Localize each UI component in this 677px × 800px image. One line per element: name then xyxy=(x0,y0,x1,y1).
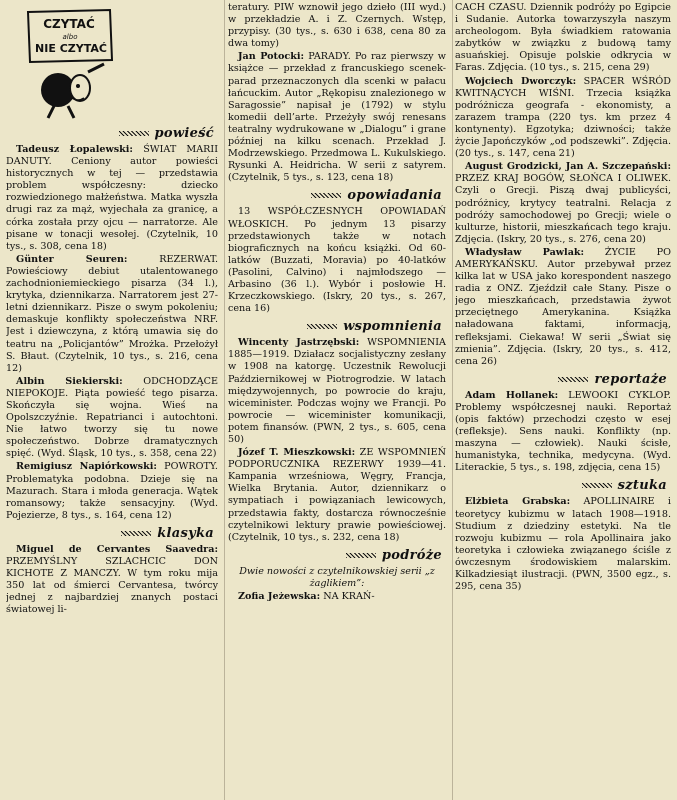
column-middle xyxy=(228,2,446,798)
review-potocki: Jan Potocki: PARADY. Po raz pierwszy w książce — przekład z francuskiego scenek-parad przeznaczonych dla scenki w pałacu łańcuckim. Autor „Rękopisu znalezionego w Saragossie” napisał je (1792) w stylu komedii dell’arte. Przeżyły swój renesans teatralny wydrukowane w „Dialogu” i grane później na kilku scenach. Przekład J. Modrzewskiego. Przedmowa L. Kukulskiego. Rysunki A. Heidricha. W serii z satyrem. (Czytelnik, 5 tys., s. 123, cena 18) xyxy=(228,51,446,184)
section-header-klasyka: klasyka xyxy=(6,526,214,542)
section-header-sztuka: sztuka xyxy=(455,478,667,494)
review-jezewska: Zofia Jeżewska: NA KRAŃ- xyxy=(238,591,375,603)
review-napiorkowski: Remigiusz Napiórkowski: POWROTY. Problematyka podobna. Dzieje się na Mazurach. Stara i młoda generacja. Wątek romansowy; także sensacyjny. (Wyd. Pojezierze, 8 tys., s. 164, cena 12) xyxy=(6,461,218,521)
column-right xyxy=(455,2,671,798)
review-jastrzebski: Wincenty Jastrzębski: WSPOMNIENIA 1885—1919. Działacz socjalistyczny zesłany w 1908 na katorgę. Uczestnik Rewolucji Październikowej w Piotrogrodzie. W latach międzywojennych, po powrocie do kraju, wiceminister. Podczas wojny we Francji. Po powrocie — wiceminister komunikacji, potem finansów. (PWN, 2 tys., s. 605, cena 50) xyxy=(228,337,446,445)
column-divider xyxy=(452,0,453,800)
svg-text:NIE CZYTAĆ: NIE CZYTAĆ xyxy=(35,42,107,55)
review-hollanek: Adam Hollanek: LEWOOKI CYKLOP. Problemy współczesnej nauki. Reportaż (opis faktów) przechodzi często w esej (refleksje). Sens nauki. Konflikty (np. maszyna — człowiek). Nauki ścisłe, humanistyka, technika, medycyna. (Wyd. Literackie, 5 tys., s. 198, zdjęcia, cena 15) xyxy=(455,389,671,474)
review-seuren: Günter Seuren: REZERWAT. Powieściowy debiut utalentowanego zachodnioniemieckiego pisarza (34 l.), krytyka, dziennikarza. Narratorem jest 27-letni dziennikarz. Pisze o swym pokoleniu; demaskuje konflikty społeczeństwa NRF. Jest i dziewczyna, z którą umawia się do teatru na „Policjantów” Mrożka. Przełożył S. Błaut. (Czytelnik, 10 tys., s. 216, cena 12) xyxy=(6,253,218,374)
section-header-podroze: podróże xyxy=(228,548,442,564)
review-dworczyk: Wojciech Dworczyk: SPACER WŚRÓD KWITNĄCYCH WIŚNI. Trzecia książka podróżnicza geografa - ekonomisty, a zarazem trampa (220 tys. km przez 4 kontynenty). Egzotyka; dziwności; także życie Japończyków „od podszewki”. Zdjęcia. (20 tys., s. 147, cena 21) xyxy=(455,75,671,160)
review-mieszkowski: Józef T. Mieszkowski: ZE WSPOMNIEŃ PODPORUCZNIKA REZERWY 1939—41. Kampania wrześniowa, Węgry, Francja, Wielka Brytania. Autor, dziennikarz o sympatiach i powiązaniach lewicowych, przedstawia fakty, dostarcza równocześnie czytelnikowi lektury prawie powieściowej. (Czytelnik, 10 tys., s. 232, cena 18) xyxy=(228,447,446,543)
svg-text:CZYTAĆ: CZYTAĆ xyxy=(43,17,95,31)
section-header-opowiadania: opowiadania xyxy=(228,188,442,204)
column-divider xyxy=(224,0,225,800)
review-lopalewski: Tadeusz Łopalewski: ŚWIAT MARII DANUTY. Ceniony autor powieści historycznych w tej — przedstawia problem współczesny: dziecko rozwiedzionego małżeństwa. Matka wyszła drugi raz za mąż, wyjechała za granicę, a córka została przy ojcu — narratorze. Ale pisane w tonacji wesołej. (Czytelnik, 10 tys., s. 308, cena 18) xyxy=(6,144,218,252)
section-header-powiesc: powieść xyxy=(6,126,214,142)
review-siekierski: Albin Siekierski: ODCHODZĄCE NIEPOKOJE. Piąta powieść tego pisarza. Skończyła się wojna. Wieś na Opolszczyźnie. Repatrianci i autochtoni. Nie łatwo tworzy się tu nowe społeczeństwo. Dobrze dramatycznych spięć. (Wyd. Śląsk, 10 tys., s. 358, cena 22) xyxy=(6,375,218,460)
column-left xyxy=(6,2,218,798)
review-grabska: Elżbieta Grabska: APOLLINAIRE i teoretycy kubizmu w latach 1908—1918. Studium z dziedziny estetyki. Na tle rozwoju kubizmu — rola Apollinaira jako teoretyka i człowieka związanego ściśle z ówczesnym środowiskiem malarskim. Kilkadziesiąt ilustracji. (PWN, 3500 egz., s. 295, cena 35) xyxy=(455,496,671,593)
review-wloskie: 13 WSPÓŁCZESNYCH OPOWIADAŃ WŁOSKICH. Po jednym 13 pisarzy przedstawionych także w notach biograficznych na końcu książki. Od 60-latków (Buzzati, Moravia) po 40-latków (Pasolini, Calvino) i najmłodszego — Arbasino (36 l.). Wybór i posłowie H. Krzeczkowskiego. (Iskry, 20 tys., s. 267, cena 16) xyxy=(228,206,446,315)
review-pawlak: Władysław Pawlak: ŻYCIE PO AMERYKAŃSKU. Autor przebywał przez kilka lat w USA jako korespondent naszego radia z ONZ. Zjeździł całe Stany. Pisze o jego mieszkańcach, przedstawia żywot przeciętnego Amerykanina. Książka naładowana faktami, informacją, refleksjami. Ciekawa! W serii „Świat się zmienia”. Zdjęcia. (Iskry, 20 tys., s. 412, cena 26) xyxy=(455,246,671,367)
section-header-reportaze: reportaże xyxy=(455,372,667,388)
czytac-logo-icon xyxy=(14,2,124,122)
review-cervantes-cont: teratury. PIW wznowił jego dzieło (III wyd.) w przekładzie A. i Z. Czernych. Wstęp, przypisy. (30 tys., s. 630 i 638, cena 80 za dwa tomy) xyxy=(228,2,446,50)
review-cervantes: Miguel de Cervantes Saavedra: PRZEMYŚLNY SZLACHCIC DON KICHOTE Z MANCZY. W tym roku mija 350 lat od śmierci Cervantesa, twórcy jednej z najbardziej znanych postaci światowej li- xyxy=(6,543,218,616)
review-grodzicki: August Grodzicki, Jan A. Szczepański: PRZEZ KRAJ BOGÓW, SŁOŃCA I OLIWEK. Czyli o Grecji. Piszą dwaj publicyści, podróżnicy, krytycy teatralni. Relacja z podróży samochodowej po Grecji; wiele o kulturze, historii, mieszkańcach tego kraju. Zdjęcia. (Iskry, 20 tys., s. 276, cena 20) xyxy=(455,161,671,245)
section-header-wspomnienia: wspomnienia xyxy=(228,319,442,335)
podroze-note: Dwie nowości z czytelnikowskiej serii „z żaglikiem”: xyxy=(239,565,435,589)
svg-text:albo: albo xyxy=(62,33,78,41)
review-jezewska-cont: CACH CZASU. Dziennik podróży po Egipcie i Sudanie. Autorka towarzyszyła naszym archeologom. Była świadkiem ratowania zabytków w związku z budową tamy asuańskiej. Opisuje polskie odkrycia w Faras. Zdjęcia. (10 tys., s. 215, cena 29) xyxy=(455,2,671,74)
